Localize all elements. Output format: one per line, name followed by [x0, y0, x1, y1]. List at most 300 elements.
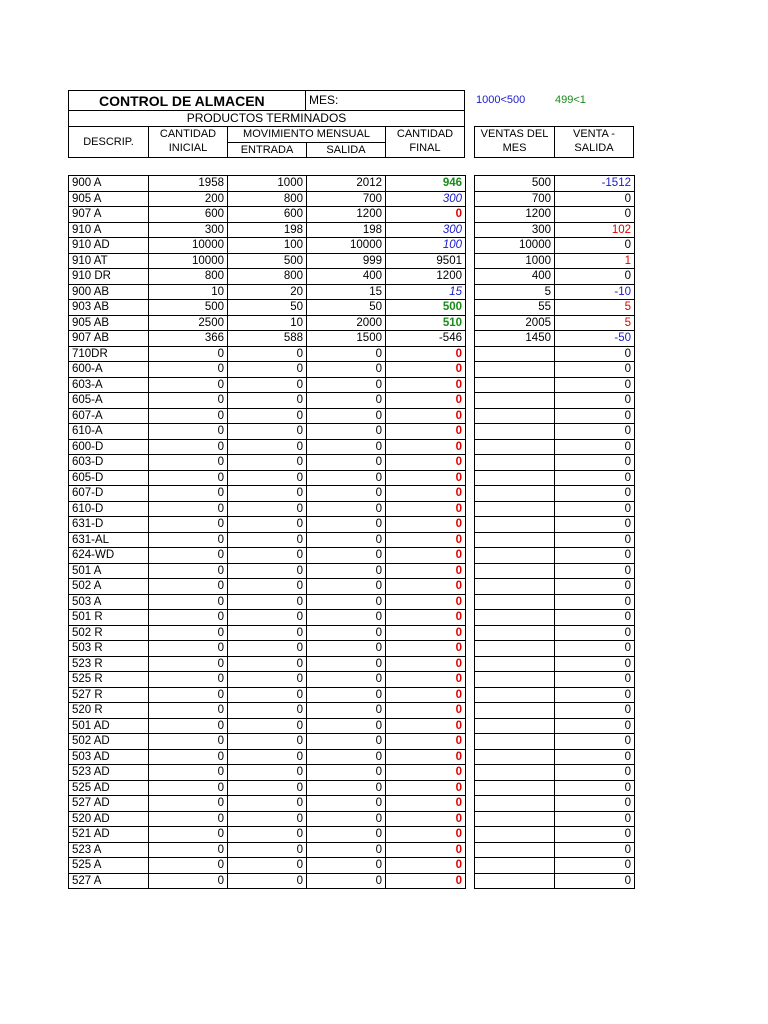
- descrip-cell: 501 A: [69, 563, 149, 579]
- cantidad-final-cell: 0: [386, 563, 466, 579]
- entrada-cell: 0: [228, 424, 307, 440]
- sales-row: [475, 455, 635, 471]
- descrip-cell: 523 A: [69, 842, 149, 858]
- salida-cell: 0: [307, 455, 386, 471]
- cantidad-final-cell: 0: [386, 718, 466, 734]
- cantidad-inicial-cell: 0: [149, 749, 228, 765]
- sales-row: [475, 594, 635, 610]
- descrip-cell: 910 AD: [69, 238, 149, 254]
- entrada-cell: 0: [228, 734, 307, 750]
- cantidad-final-cell: 0: [386, 455, 466, 471]
- entrada-cell: 500: [228, 253, 307, 269]
- venta-salida-cell: 0: [555, 207, 635, 223]
- ventas-mes-cell: [475, 594, 555, 610]
- entrada-cell: 0: [228, 858, 307, 874]
- venta-salida-cell: 0: [555, 703, 635, 719]
- table-row: [69, 455, 466, 471]
- legend-blue: 1000<500: [476, 94, 526, 106]
- sales-row: [475, 687, 635, 703]
- sales-row: [475, 486, 635, 502]
- venta-salida-cell: 0: [555, 827, 635, 843]
- ventas-mes-cell: [475, 517, 555, 533]
- ventas-mes-cell: [475, 873, 555, 889]
- sales-row: [475, 734, 635, 750]
- descrip-cell: 521 AD: [69, 827, 149, 843]
- ventas-mes-cell: [475, 470, 555, 486]
- table-row: [69, 346, 466, 362]
- cantidad-final-cell: 0: [386, 811, 466, 827]
- entrada-cell: 0: [228, 641, 307, 657]
- ventas-mes-cell: [475, 734, 555, 750]
- salida-cell: 0: [307, 625, 386, 641]
- cantidad-inicial-cell: 600: [149, 207, 228, 223]
- sales-row: [475, 796, 635, 812]
- cantidad-final-cell: 1200: [386, 269, 466, 285]
- cantidad-inicial-cell: 0: [149, 532, 228, 548]
- cantidad-inicial-cell: 0: [149, 377, 228, 393]
- descrip-cell: 502 A: [69, 579, 149, 595]
- cantidad-inicial-cell: 200: [149, 191, 228, 207]
- descrip-cell: 610-D: [69, 501, 149, 517]
- table-row: [69, 393, 466, 409]
- cantidad-final-cell: 0: [386, 517, 466, 533]
- cantidad-final-cell: 0: [386, 579, 466, 595]
- descrip-cell: 603-D: [69, 455, 149, 471]
- salida-cell: 0: [307, 424, 386, 440]
- sales-row: [475, 222, 635, 238]
- table-row: [69, 625, 466, 641]
- ventas-mes-cell: 700: [475, 191, 555, 207]
- table-row: [69, 408, 466, 424]
- header-salida: [306, 142, 386, 158]
- entrada-cell: 0: [228, 796, 307, 812]
- table-row: [69, 269, 466, 285]
- cantidad-final-cell: 0: [386, 625, 466, 641]
- ventas-mes-cell: [475, 501, 555, 517]
- table-row: [69, 749, 466, 765]
- descrip-cell: 523 R: [69, 656, 149, 672]
- sales-row: [475, 176, 635, 192]
- sales-row: [475, 439, 635, 455]
- header-ventas: [474, 126, 555, 158]
- entrada-cell: 1000: [228, 176, 307, 192]
- sales-table: [474, 175, 635, 889]
- sales-row: [475, 377, 635, 393]
- ventas-mes-cell: [475, 455, 555, 471]
- cantidad-inicial-cell: 0: [149, 811, 228, 827]
- entrada-cell: 0: [228, 377, 307, 393]
- salida-cell: 0: [307, 827, 386, 843]
- salida-cell: 0: [307, 470, 386, 486]
- descrip-cell: 710DR: [69, 346, 149, 362]
- ventas-mes-cell: [475, 548, 555, 564]
- entrada-cell: 0: [228, 687, 307, 703]
- descrip-cell: 905 AB: [69, 315, 149, 331]
- ventas-mes-cell: [475, 718, 555, 734]
- salida-cell: 2000: [307, 315, 386, 331]
- entrada-cell: 0: [228, 656, 307, 672]
- cantidad-final-cell: 100: [386, 238, 466, 254]
- salida-cell: 1500: [307, 331, 386, 347]
- venta-salida-cell: 0: [555, 811, 635, 827]
- cantidad-inicial-cell: 0: [149, 455, 228, 471]
- cantidad-final-cell: -546: [386, 331, 466, 347]
- sales-row: [475, 579, 635, 595]
- col-cant-ini-label-1: CANTIDAD: [159, 128, 217, 140]
- inventory-table: [68, 175, 466, 889]
- salida-cell: 10000: [307, 238, 386, 254]
- cantidad-final-cell: 0: [386, 703, 466, 719]
- table-row: [69, 222, 466, 238]
- sales-row: [475, 563, 635, 579]
- salida-cell: 0: [307, 656, 386, 672]
- salida-cell: 0: [307, 842, 386, 858]
- venta-salida-cell: 0: [555, 191, 635, 207]
- venta-salida-cell: -1512: [555, 176, 635, 192]
- cantidad-inicial-cell: 0: [149, 718, 228, 734]
- ventas-mes-cell: 10000: [475, 238, 555, 254]
- descrip-cell: 907 A: [69, 207, 149, 223]
- table-row: [69, 579, 466, 595]
- salida-cell: 1200: [307, 207, 386, 223]
- cantidad-inicial-cell: 0: [149, 780, 228, 796]
- ventas-mes-cell: 1450: [475, 331, 555, 347]
- descrip-cell: 527 R: [69, 687, 149, 703]
- cantidad-inicial-cell: 0: [149, 873, 228, 889]
- cantidad-inicial-cell: 0: [149, 734, 228, 750]
- cantidad-inicial-cell: 0: [149, 393, 228, 409]
- col-ventas-label-1: VENTAS DEL: [480, 128, 549, 140]
- table-row: [69, 594, 466, 610]
- descrip-cell: 527 A: [69, 873, 149, 889]
- salida-cell: 0: [307, 811, 386, 827]
- descrip-cell: 903 AB: [69, 300, 149, 316]
- cantidad-inicial-cell: 2500: [149, 315, 228, 331]
- sales-row: [475, 393, 635, 409]
- ventas-mes-cell: [475, 672, 555, 688]
- entrada-cell: 0: [228, 532, 307, 548]
- descrip-cell: 527 AD: [69, 796, 149, 812]
- ventas-mes-cell: [475, 749, 555, 765]
- salida-cell: 0: [307, 858, 386, 874]
- col-mov-label: MOVIMIENTO MENSUAL: [243, 128, 370, 140]
- cantidad-inicial-cell: 0: [149, 625, 228, 641]
- cantidad-inicial-cell: 0: [149, 408, 228, 424]
- cantidad-final-cell: 0: [386, 362, 466, 378]
- entrada-cell: 800: [228, 191, 307, 207]
- venta-salida-cell: 0: [555, 362, 635, 378]
- mes-label: MES:: [309, 93, 339, 107]
- venta-salida-cell: 0: [555, 532, 635, 548]
- ventas-mes-cell: [475, 563, 555, 579]
- cantidad-inicial-cell: 0: [149, 470, 228, 486]
- cantidad-inicial-cell: 10000: [149, 238, 228, 254]
- entrada-cell: 0: [228, 346, 307, 362]
- cantidad-inicial-cell: 0: [149, 796, 228, 812]
- descrip-cell: 502 AD: [69, 734, 149, 750]
- descrip-cell: 910 DR: [69, 269, 149, 285]
- salida-cell: 0: [307, 765, 386, 781]
- descrip-cell: 525 AD: [69, 780, 149, 796]
- venta-salida-cell: 0: [555, 439, 635, 455]
- cantidad-final-cell: 0: [386, 656, 466, 672]
- table-row: [69, 703, 466, 719]
- table-row: [69, 796, 466, 812]
- sales-row: [475, 191, 635, 207]
- venta-salida-cell: 0: [555, 765, 635, 781]
- cantidad-final-cell: 0: [386, 842, 466, 858]
- cantidad-final-cell: 0: [386, 873, 466, 889]
- cantidad-inicial-cell: 0: [149, 842, 228, 858]
- venta-salida-cell: 0: [555, 625, 635, 641]
- entrada-cell: 800: [228, 269, 307, 285]
- cantidad-final-cell: 15: [386, 284, 466, 300]
- venta-salida-cell: 0: [555, 718, 635, 734]
- cantidad-final-cell: 0: [386, 532, 466, 548]
- descrip-cell: 503 R: [69, 641, 149, 657]
- venta-salida-cell: 0: [555, 238, 635, 254]
- table-row: [69, 842, 466, 858]
- sales-row: [475, 532, 635, 548]
- col-venta-sal-label-1: VENTA -: [573, 128, 615, 140]
- descrip-cell: 520 AD: [69, 811, 149, 827]
- sales-row: [475, 346, 635, 362]
- descrip-cell: 910 A: [69, 222, 149, 238]
- col-cant-ini-label-2: INICIAL: [168, 142, 208, 154]
- descrip-cell: 502 R: [69, 625, 149, 641]
- venta-salida-cell: 0: [555, 858, 635, 874]
- sales-row: [475, 625, 635, 641]
- salida-cell: 0: [307, 796, 386, 812]
- entrada-cell: 0: [228, 718, 307, 734]
- salida-cell: 2012: [307, 176, 386, 192]
- table-row: [69, 284, 466, 300]
- table-row: [69, 563, 466, 579]
- venta-salida-cell: 102: [555, 222, 635, 238]
- sales-row: [475, 300, 635, 316]
- entrada-cell: 0: [228, 811, 307, 827]
- table-row: [69, 827, 466, 843]
- cantidad-final-cell: 0: [386, 439, 466, 455]
- entrada-cell: 0: [228, 672, 307, 688]
- ventas-mes-cell: 300: [475, 222, 555, 238]
- salida-cell: 0: [307, 672, 386, 688]
- cantidad-inicial-cell: 0: [149, 362, 228, 378]
- table-row: [69, 486, 466, 502]
- venta-salida-cell: 0: [555, 470, 635, 486]
- venta-salida-cell: 0: [555, 687, 635, 703]
- cantidad-final-cell: 0: [386, 796, 466, 812]
- cantidad-inicial-cell: 10: [149, 284, 228, 300]
- cantidad-inicial-cell: 500: [149, 300, 228, 316]
- venta-salida-cell: 0: [555, 408, 635, 424]
- entrada-cell: 588: [228, 331, 307, 347]
- cantidad-final-cell: 9501: [386, 253, 466, 269]
- cantidad-final-cell: 0: [386, 470, 466, 486]
- header-cant-final: [385, 126, 465, 158]
- salida-cell: 0: [307, 641, 386, 657]
- table-row: [69, 672, 466, 688]
- sales-row: [475, 207, 635, 223]
- descrip-cell: 503 AD: [69, 749, 149, 765]
- descrip-cell: 631-AL: [69, 532, 149, 548]
- cantidad-final-cell: 0: [386, 765, 466, 781]
- descrip-cell: 525 A: [69, 858, 149, 874]
- header-title-cell: [68, 90, 306, 111]
- sales-row: [475, 238, 635, 254]
- sales-row: [475, 765, 635, 781]
- cantidad-final-cell: 0: [386, 734, 466, 750]
- cantidad-inicial-cell: 0: [149, 563, 228, 579]
- cantidad-inicial-cell: 0: [149, 827, 228, 843]
- ventas-mes-cell: [475, 780, 555, 796]
- venta-salida-cell: 0: [555, 501, 635, 517]
- entrada-cell: 0: [228, 517, 307, 533]
- salida-cell: 0: [307, 548, 386, 564]
- table-row: [69, 238, 466, 254]
- ventas-mes-cell: [475, 377, 555, 393]
- table-row: [69, 873, 466, 889]
- cantidad-inicial-cell: 0: [149, 656, 228, 672]
- sales-row: [475, 424, 635, 440]
- salida-cell: 0: [307, 610, 386, 626]
- sales-row: [475, 517, 635, 533]
- venta-salida-cell: 0: [555, 672, 635, 688]
- entrada-cell: 0: [228, 765, 307, 781]
- sales-row: [475, 253, 635, 269]
- sales-row: [475, 703, 635, 719]
- cantidad-inicial-cell: 0: [149, 439, 228, 455]
- sales-row: [475, 842, 635, 858]
- sales-row: [475, 811, 635, 827]
- subtitle-cell: [68, 110, 465, 127]
- header-venta-salida: [554, 126, 634, 158]
- ventas-mes-cell: [475, 393, 555, 409]
- cantidad-final-cell: 0: [386, 672, 466, 688]
- cantidad-inicial-cell: 0: [149, 703, 228, 719]
- descrip-cell: 603-A: [69, 377, 149, 393]
- table-row: [69, 765, 466, 781]
- ventas-mes-cell: [475, 641, 555, 657]
- table-row: [69, 253, 466, 269]
- cantidad-final-cell: 300: [386, 191, 466, 207]
- sales-row: [475, 641, 635, 657]
- venta-salida-cell: 0: [555, 749, 635, 765]
- table-row: [69, 548, 466, 564]
- sales-row: [475, 548, 635, 564]
- venta-salida-cell: 0: [555, 796, 635, 812]
- ventas-mes-cell: [475, 811, 555, 827]
- entrada-cell: 0: [228, 501, 307, 517]
- subtitle: PRODUCTOS TERMINADOS: [186, 111, 347, 125]
- salida-cell: 50: [307, 300, 386, 316]
- entrada-cell: 0: [228, 749, 307, 765]
- table-row: [69, 811, 466, 827]
- descrip-cell: 900 AB: [69, 284, 149, 300]
- salida-cell: 0: [307, 687, 386, 703]
- table-row: [69, 300, 466, 316]
- descrip-cell: 905 A: [69, 191, 149, 207]
- sales-row: [475, 284, 635, 300]
- cantidad-final-cell: 0: [386, 424, 466, 440]
- sales-row: [475, 610, 635, 626]
- descrip-cell: 501 AD: [69, 718, 149, 734]
- salida-cell: 0: [307, 346, 386, 362]
- ventas-mes-cell: [475, 796, 555, 812]
- salida-cell: 0: [307, 408, 386, 424]
- ventas-mes-cell: [475, 625, 555, 641]
- table-row: [69, 424, 466, 440]
- cantidad-inicial-cell: 0: [149, 579, 228, 595]
- sales-row: [475, 780, 635, 796]
- header-descrip: [68, 126, 149, 158]
- cantidad-final-cell: 0: [386, 501, 466, 517]
- table-row: [69, 734, 466, 750]
- table-row: [69, 858, 466, 874]
- cantidad-inicial-cell: 0: [149, 672, 228, 688]
- salida-cell: 700: [307, 191, 386, 207]
- ventas-mes-cell: [475, 408, 555, 424]
- ventas-mes-cell: [475, 827, 555, 843]
- table-row: [69, 331, 466, 347]
- venta-salida-cell: 0: [555, 377, 635, 393]
- cantidad-inicial-cell: 0: [149, 548, 228, 564]
- salida-cell: 0: [307, 563, 386, 579]
- salida-cell: 0: [307, 377, 386, 393]
- sales-row: [475, 749, 635, 765]
- entrada-cell: 0: [228, 408, 307, 424]
- venta-salida-cell: 0: [555, 780, 635, 796]
- col-salida-label: SALIDA: [326, 144, 366, 156]
- entrada-cell: 0: [228, 610, 307, 626]
- venta-salida-cell: 1: [555, 253, 635, 269]
- cantidad-inicial-cell: 0: [149, 424, 228, 440]
- ventas-mes-cell: 400: [475, 269, 555, 285]
- ventas-mes-cell: [475, 703, 555, 719]
- entrada-cell: 0: [228, 455, 307, 471]
- cantidad-final-cell: 0: [386, 749, 466, 765]
- ventas-mes-cell: [475, 532, 555, 548]
- descrip-cell: 600-D: [69, 439, 149, 455]
- descrip-cell: 605-A: [69, 393, 149, 409]
- venta-salida-cell: 0: [555, 641, 635, 657]
- sales-row: [475, 362, 635, 378]
- venta-salida-cell: 0: [555, 393, 635, 409]
- cantidad-inicial-cell: 300: [149, 222, 228, 238]
- table-row: [69, 687, 466, 703]
- cantidad-final-cell: 946: [386, 176, 466, 192]
- descrip-cell: 607-A: [69, 408, 149, 424]
- ventas-mes-cell: [475, 610, 555, 626]
- ventas-mes-cell: 500: [475, 176, 555, 192]
- venta-salida-cell: 5: [555, 315, 635, 331]
- cantidad-final-cell: 0: [386, 408, 466, 424]
- cantidad-final-cell: 0: [386, 393, 466, 409]
- entrada-cell: 0: [228, 439, 307, 455]
- salida-cell: 0: [307, 718, 386, 734]
- ventas-mes-cell: [475, 842, 555, 858]
- salida-cell: 0: [307, 780, 386, 796]
- cantidad-final-cell: 0: [386, 780, 466, 796]
- cantidad-inicial-cell: 0: [149, 641, 228, 657]
- sales-row: [475, 827, 635, 843]
- table-row: [69, 377, 466, 393]
- ventas-mes-cell: [475, 439, 555, 455]
- descrip-cell: 610-A: [69, 424, 149, 440]
- salida-cell: 0: [307, 734, 386, 750]
- cantidad-final-cell: 0: [386, 594, 466, 610]
- ventas-mes-cell: [475, 486, 555, 502]
